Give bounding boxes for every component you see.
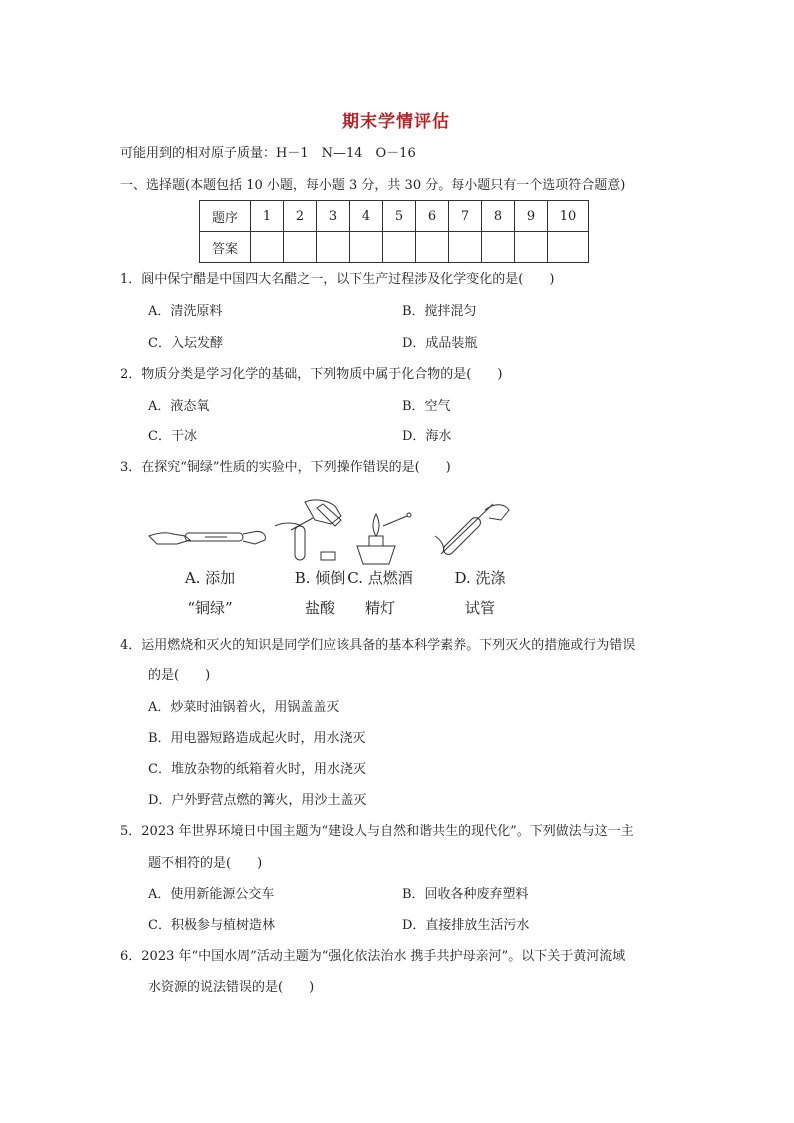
answer-cell[interactable] [449,232,482,263]
question-2-option-c: C．干冰 [148,429,197,444]
pouring-acid-illustration [275,500,341,560]
figure-label-b-line1: B. 倾倒 [294,569,346,587]
question-5-option-b: B．回收各种废弃塑料 [402,887,529,902]
question-number: 7 [449,201,482,232]
answer-cell[interactable] [515,232,548,263]
figure-label-c-line2: 精灯 [364,599,395,617]
question-5-option-a: A．使用新能源公交车 [148,887,275,902]
question-6-stem-line2: 水资源的说法错误的是( ) [148,980,315,995]
figure-label-a-line1: A. 添加 [184,569,236,587]
figure-label-a [160,568,260,618]
question-2-option-b: B．空气 [402,399,451,414]
answer-cell[interactable] [317,232,350,263]
figure-label-d [430,568,530,618]
question-1-option-c: C．入坛发酵 [148,336,223,351]
answer-cell[interactable] [350,232,383,263]
figure-label-d-line2: 试管 [464,599,495,617]
table-row [200,201,589,232]
answer-cell[interactable] [548,232,589,263]
question-6-stem-line1: 6．2023 年“中国水周”活动主题为“强化依法治水 携手共护母亲河”。以下关于黄河流域 [120,949,626,964]
lab-operations-figure [145,496,525,568]
question-number: 3 [317,201,350,232]
answer-cell[interactable] [251,232,284,263]
question-4-option-c: C．堆放杂物的纸箱着火时，用水浇灭 [148,762,366,777]
washing-tube-illustration [435,504,509,557]
table-row-label: 题序 [200,201,251,232]
figure-label-b-line2: 盐酸 [304,599,335,617]
question-number: 9 [515,201,548,232]
answer-cell[interactable] [383,232,416,263]
answer-cell[interactable] [284,232,317,263]
table-row [200,232,589,263]
page-title: 期末学情评估 [342,112,450,132]
question-number: 6 [416,201,449,232]
question-4-stem-line2: 的是( ) [148,668,211,683]
section-heading: 一、选择题(本题包括 10 小题，每小题 3 分，共 30 分。每小题只有一个选项符合题意) [120,178,626,193]
question-1-option-a: A．清洗原料 [148,304,223,319]
question-4-option-b: B．用电器短路造成起火时，用水浇灭 [148,731,366,746]
question-1-option-b: B．搅拌混匀 [402,304,477,319]
question-2-stem: 2．物质分类是学习化学的基础，下列物质中属于化合物的是( ) [120,367,503,382]
question-4-option-a: A．炒菜时油锅着火，用锅盖盖灭 [148,700,340,715]
question-4-stem-line1: 4．运用燃烧和灭火的知识是同学们应该具备的基本科学素养。下列灭火的措施或行为错误 [120,638,636,653]
question-number: 8 [482,201,515,232]
atomic-masses: 可能用到的相对原子质量：H－1 N—14 O－16 [120,146,416,161]
question-1-stem: 1．阆中保宁醋是中国四大名醋之一，以下生产过程涉及化学变化的是( ) [120,272,555,287]
figure-label-c-line1: C. 点燃酒 [347,569,413,587]
alcohol-lamp-illustration [357,513,411,564]
question-2-option-a: A．液态氧 [148,399,210,414]
answer-cell[interactable] [416,232,449,263]
question-4-option-d: D．户外野营点燃的篝火，用沙土盖灭 [148,793,367,808]
question-number: 1 [251,201,284,232]
figure-label-c [330,568,430,618]
table-row-label: 答案 [200,232,251,263]
answer-table [199,200,589,263]
question-5-option-c: C．积极参与植树造林 [148,918,275,933]
question-number: 4 [350,201,383,232]
question-5-stem-line2: 题不相符的是( ) [148,856,263,871]
figure-label-a-line2: “铜绿” [187,599,233,617]
question-5-option-d: D．直接排放生活污水 [402,918,530,933]
question-number: 2 [284,201,317,232]
question-5-stem-line1: 5．2023 年世界环境日中国主题为“建设人与自然和谐共生的现代化”。下列做法与这一主 [120,824,634,839]
question-number: 10 [548,201,589,232]
adding-powder-illustration [149,531,265,544]
question-number: 5 [383,201,416,232]
question-3-stem: 3．在探究“铜绿”性质的实验中，下列操作错误的是( ) [120,460,451,475]
question-2-option-d: D．海水 [402,429,452,444]
answer-cell[interactable] [482,232,515,263]
question-1-option-d: D．成品装瓶 [402,336,478,351]
figure-label-d-line1: D. 洗涤 [454,569,506,587]
